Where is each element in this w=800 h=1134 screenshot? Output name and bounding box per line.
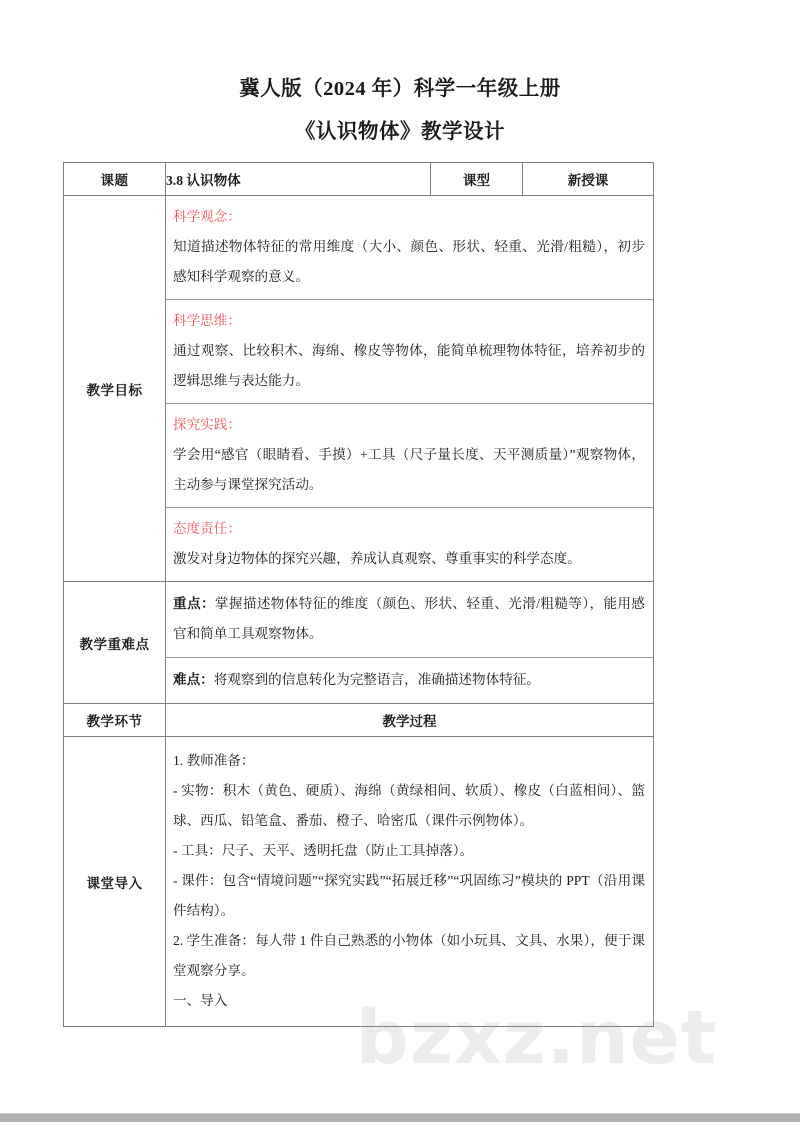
objective-heading: 科学思维： (173, 313, 241, 328)
table-row-intro (64, 737, 654, 1027)
intro-paragraph: 2. 学生准备：每人带 1 件自己熟悉的小物体（如小玩具、文具、水果），便于课堂观察分享。 (173, 933, 645, 978)
objective-body: 通过观察、比较积木、海绵、橡皮等物体，能简单梳理物体特征，培养初步的逻辑思维与表达能力。 (173, 343, 645, 388)
objective-block-inquiry (166, 404, 653, 508)
objective-body: 学会用“感官（眼睛看、手摸）+工具（尺子量长度、天平测质量）”观察物体，主动参与课堂探究活动。 (173, 447, 645, 492)
objective-block-attitude (166, 508, 653, 581)
next-page-preview (0, 1122, 800, 1134)
key-difficult-cell (166, 582, 654, 704)
difficult-point-block (166, 658, 653, 703)
objective-body: 知道描述物体特征的常用维度（大小、颜色、形状、轻重、光滑/粗糙），初步感知科学观察的意义。 (173, 239, 645, 284)
difficult-point-prefix: 难点： (173, 672, 214, 687)
objective-body: 激发对身边物体的探究兴趣，养成认真观察、尊重事实的科学态度。 (173, 551, 581, 566)
intro-paragraph: 1. 教师准备： (173, 753, 255, 768)
objective-heading: 探究实践： (173, 417, 241, 432)
topic-value: 3.8 认识物体 (166, 163, 431, 196)
objective-heading: 态度责任： (173, 521, 241, 536)
lesson-type-value: 新授课 (523, 163, 654, 196)
intro-paragraph: - 实物：积木（黄色、硬质）、海绵（黄绿相间、软质）、橡皮（白蓝相间）、篮球、西瓜、铅笔盒、番茄、橙子、哈密瓜（课件示例物体）。 (173, 783, 645, 828)
intro-paragraph: 一、导入 (173, 993, 228, 1008)
difficult-point-text (173, 665, 645, 695)
objective-block-thinking (166, 300, 653, 404)
key-point-body: 掌握描述物体特征的维度（颜色、形状、轻重、光滑/粗糙等），能用感官和简单工具观察物体。 (173, 596, 645, 641)
process-header-value: 教学过程 (166, 704, 654, 737)
intro-cell (166, 737, 654, 1027)
objective-block-concept (166, 196, 653, 300)
horizontal-scrollbar[interactable] (0, 1113, 800, 1122)
key-point-prefix: 重点： (173, 596, 215, 611)
difficult-point-body: 将观察到的信息转化为完整语言，准确描述物体特征。 (213, 672, 541, 687)
objectives-cell (166, 196, 654, 582)
table-row-topic (64, 163, 654, 196)
table-row-key-difficult (64, 582, 654, 704)
key-difficult-label: 教学重难点 (64, 582, 166, 704)
process-stage-label: 教学环节 (64, 704, 166, 737)
key-point-block (166, 582, 653, 658)
watermark: bzxz.net (356, 995, 718, 1081)
intro-paragraph: - 课件：包含“情境问题”“探究实践”“拓展迁移”“巩固练习”模块的 PPT（沿用课件结构）。 (173, 873, 645, 918)
lesson-plan-table (63, 162, 654, 1027)
intro-paragraph: - 工具：尺子、天平、透明托盘（防止工具掉落）。 (173, 843, 474, 858)
topic-label: 课题 (64, 163, 166, 196)
lesson-type-label: 课型 (431, 163, 523, 196)
table-row-process-header (64, 704, 654, 737)
key-point-text (173, 589, 645, 649)
intro-content (166, 737, 653, 1026)
objective-heading: 科学观念： (173, 209, 241, 224)
document-subtitle: 《认识物体》教学设计 (295, 121, 505, 143)
intro-label: 课堂导入 (64, 737, 166, 1027)
objectives-label: 教学目标 (64, 196, 166, 582)
document-title: 冀人版（2024 年）科学一年级上册 (239, 78, 561, 100)
table-row-objectives (64, 196, 654, 582)
title-block (0, 74, 800, 147)
